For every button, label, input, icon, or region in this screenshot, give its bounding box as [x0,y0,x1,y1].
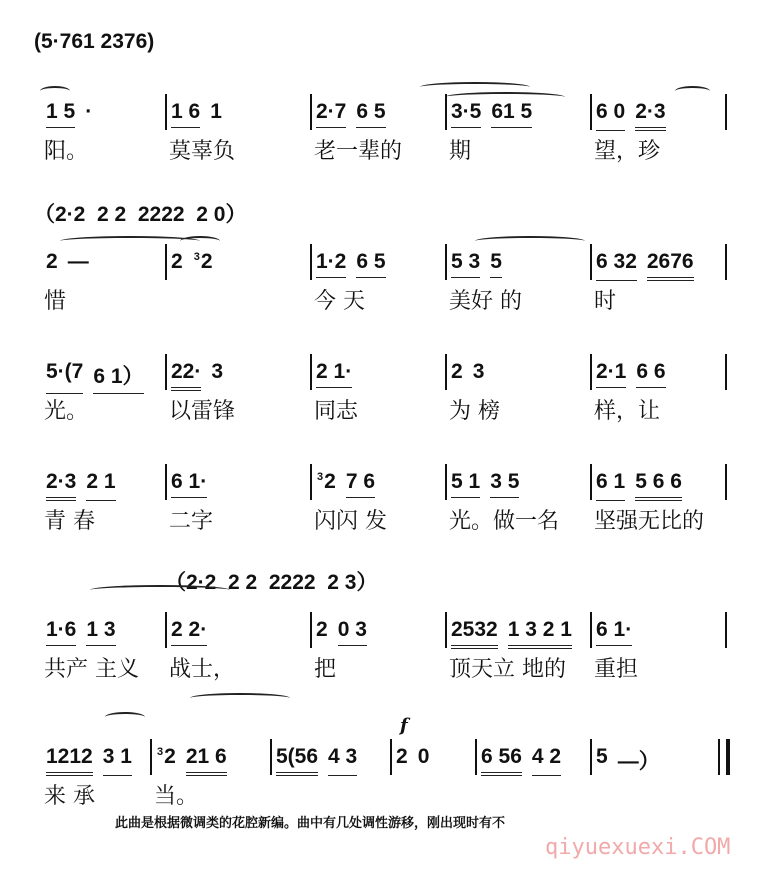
lyric: 阳。 [44,139,89,164]
note-text: 1·6 [46,618,77,641]
note-text: — [67,250,89,273]
note-group [316,100,346,128]
barline [725,612,727,648]
note-group [103,745,132,776]
measure [40,250,165,330]
measure [445,618,590,698]
measure [40,100,165,180]
notes [481,745,561,776]
note-group [46,100,75,128]
note-text: 2532 [451,618,498,641]
note-text: 1 3 2 1 [507,618,572,641]
note-text: 2 1 [86,470,116,493]
note-group [508,618,572,649]
dynamic-forte: f [400,715,408,736]
note-text: 22· [171,360,202,383]
score-row [0,360,760,440]
notes [596,618,632,646]
footnote: 此曲是根据微调类的花腔新编。曲中有几处调性游移，刚出现时有不 [115,816,506,831]
note-group [418,745,430,772]
measure [445,250,590,330]
measure [590,470,725,550]
measure [165,470,310,550]
score-row [0,250,760,330]
note-group [46,250,58,277]
score-row [0,618,760,698]
note-text: 2676 [646,250,694,273]
notes [596,745,660,778]
note-text: 4 2 [531,745,562,768]
note-text: 6 6 [636,360,666,383]
lyric: 同志 [314,399,359,424]
note-group [85,100,92,128]
lyric: 光。 [44,399,89,424]
measure [310,470,445,550]
note-text: 2 [316,618,328,641]
note-group [490,250,502,278]
intro-phrase: (5·761 2376) [34,30,155,53]
lyric: 以雷锋 [169,399,236,424]
lyric: 今 天 [314,289,365,314]
notes [171,250,213,277]
lyric: 坚强无比的 [594,509,705,534]
note-group [596,360,626,388]
notes [596,470,682,501]
note-group [46,618,76,646]
note-text: 6 1· [596,618,633,641]
lyric: 惜 [44,289,67,314]
note-group [356,100,385,128]
measure [165,250,310,330]
measure [445,100,590,180]
note-text: 2 [200,250,213,273]
measure [590,745,700,825]
note-group [171,100,200,128]
lyric: 美好 的 [449,289,522,314]
note-group [451,360,463,387]
note-text: 2 [171,250,183,273]
note-group [596,100,625,131]
measure [40,360,165,440]
instrumental-phrase: （2·2 2 2 2222 2 3） [165,571,378,594]
notes [596,250,694,281]
notes [316,250,386,278]
notes [396,745,429,772]
barline [725,94,727,130]
score-row [0,100,760,180]
note-group [647,250,694,281]
lyric: 把 [314,657,337,682]
note-group [328,745,357,776]
notes [46,745,132,776]
note-group [86,470,115,501]
note-text: 1 5 [46,100,76,123]
note-text: 2 [324,470,336,493]
measure [165,360,310,440]
final-barline [718,739,730,775]
note-group [618,745,660,778]
note-text: —） [617,750,660,773]
measure [310,360,445,440]
note-text: 3 [472,360,485,383]
notes [171,100,222,128]
notes [316,470,375,498]
note-group [532,745,561,776]
slur-mark [445,92,565,102]
note-group [451,250,480,278]
note-text: 6 1） [93,365,144,388]
note-group [473,360,485,387]
note-text: 2 [46,250,58,273]
note-group [186,745,227,776]
measure [40,470,165,550]
note-text: 3·5 [451,100,482,123]
notes [316,100,386,128]
note-text: 2·3 [635,100,666,123]
slur-mark [420,82,530,92]
note-group [210,100,222,128]
note-text: 2 2· [171,618,208,641]
lyric: 来 承 [44,784,95,809]
note-group [346,470,375,498]
note-group [491,100,532,128]
lyric: 光。做一名 [449,509,560,534]
note-text: 0 [417,745,430,768]
note-group [635,470,682,501]
notes [451,250,502,278]
instrumental-phrase: （2·2 2 2 2222 2 0） [34,203,247,226]
notes [156,745,227,776]
note-text: 1 6 [171,100,201,123]
measure [310,100,445,180]
notes [451,618,572,649]
lyric: 二字 [169,509,214,534]
lyric: 莫辜负 [169,139,236,164]
lyric: 闪闪 发 [314,509,387,534]
note-group [596,618,632,646]
note-group [451,470,480,498]
lyric: 为 榜 [449,399,500,424]
note-text: 2 [396,745,408,768]
note-text: 5(56 [276,745,319,768]
note-text: 5 3 [451,250,481,273]
note-group [596,250,637,281]
note-text: 5 [490,250,502,273]
note-text: 6 1· [171,470,208,493]
note-text: 61 5 [491,100,533,123]
slur-mark [90,585,230,595]
notes [316,360,352,388]
notes [451,100,532,128]
measure [590,618,725,698]
notes [46,360,144,394]
slur-mark [105,712,145,722]
note-group [316,360,352,388]
barline [725,354,727,390]
note-text: 3 [211,360,224,383]
lyric: 青 春 [44,509,95,534]
note-group [316,470,336,498]
note-group [68,250,89,277]
slur-mark [60,236,200,246]
note-text: 6 5 [356,100,386,123]
lyric: 老一辈的 [314,139,403,164]
lyric: 期 [449,139,472,164]
notes [276,745,357,776]
note-group [596,745,608,778]
lyric: 顶天立 地的 [449,657,566,682]
notes [46,618,116,646]
note-text: 1 3 [86,618,116,641]
note-group [481,745,522,776]
notes [171,618,207,646]
slur-mark [475,236,585,246]
notes [46,250,89,277]
note-group [338,618,367,646]
measure [165,100,310,180]
note-group [171,618,207,646]
note-text: 7 6 [345,470,376,493]
note-text: 21 6 [185,745,227,768]
notes [46,100,92,128]
notes [596,360,666,388]
note-group [193,250,213,277]
lyric: 望，珍 [594,139,661,164]
note-group [171,250,183,277]
note-text: 3 5 [490,470,520,493]
lyric: 共产 主义 [44,657,139,682]
note-group [451,618,498,649]
note-text: 5 1 [451,470,481,493]
note-text: 1·2 [316,250,347,273]
note-text: 6 0 [596,100,626,123]
note-group [46,470,76,501]
note-text: 6 1 [596,470,626,493]
note-group [46,360,83,394]
grace-note: 3 [317,471,324,483]
watermark: qiyuexuexi.COM [545,835,731,860]
grace-note: 3 [157,746,164,758]
note-text: 2 [451,360,463,383]
note-text: 2 1· [316,360,353,383]
measure [445,360,590,440]
notes [171,360,223,391]
measure [165,618,310,698]
notes [596,100,666,131]
notes [316,618,367,646]
lyric: 当。 [154,784,199,809]
lyric: 样，让 [594,399,661,424]
notes [451,470,519,498]
note-text: 5 [596,745,608,768]
measure [310,250,445,330]
note-text: 6 32 [596,250,637,273]
note-group [86,618,115,646]
measure [445,470,590,550]
note-text: 2 [164,745,176,768]
note-group [171,470,207,498]
note-group [211,360,223,391]
note-group [636,360,665,388]
note-text: 2·1 [596,360,627,383]
notes [171,470,207,498]
note-group [451,100,481,128]
notes [451,360,484,387]
measure [590,100,725,180]
slur-mark [190,693,290,703]
note-text: 6 5 [356,250,386,273]
note-group [635,100,665,131]
note-group [396,745,408,772]
lyric: 重担 [594,657,639,682]
score-row [0,470,760,550]
slur-mark [180,236,220,246]
note-text: 6 56 [481,745,522,768]
barline [725,464,727,500]
notes [46,470,116,501]
lyric: 战士， [169,657,236,682]
note-group [316,250,346,278]
note-text: 5·(7 [46,360,84,383]
measure [310,618,445,698]
grace-note: 3 [193,251,200,263]
note-text: 3 1 [102,745,132,768]
note-group [356,250,385,278]
note-group [171,360,201,391]
note-text: 5 6 6 [635,470,682,493]
note-group [156,745,176,776]
note-text: 4 3 [328,745,358,768]
slur-mark [675,86,710,96]
note-text: 1212 [46,745,93,768]
note-text: 2·7 [316,100,347,123]
note-group [490,470,519,498]
note-group [316,618,328,646]
note-text: 1 [210,100,222,123]
slur-mark [40,86,70,96]
note-group [596,470,625,501]
measure [40,618,165,698]
note-text: · [85,100,93,123]
lyric: 时 [594,289,617,314]
measure [590,250,725,330]
note-group [276,745,318,776]
barline [725,244,727,280]
note-group [46,745,93,776]
note-text: 2·3 [46,470,77,493]
measure [590,360,725,440]
note-text: 0 3 [337,618,367,641]
note-group [93,360,143,394]
